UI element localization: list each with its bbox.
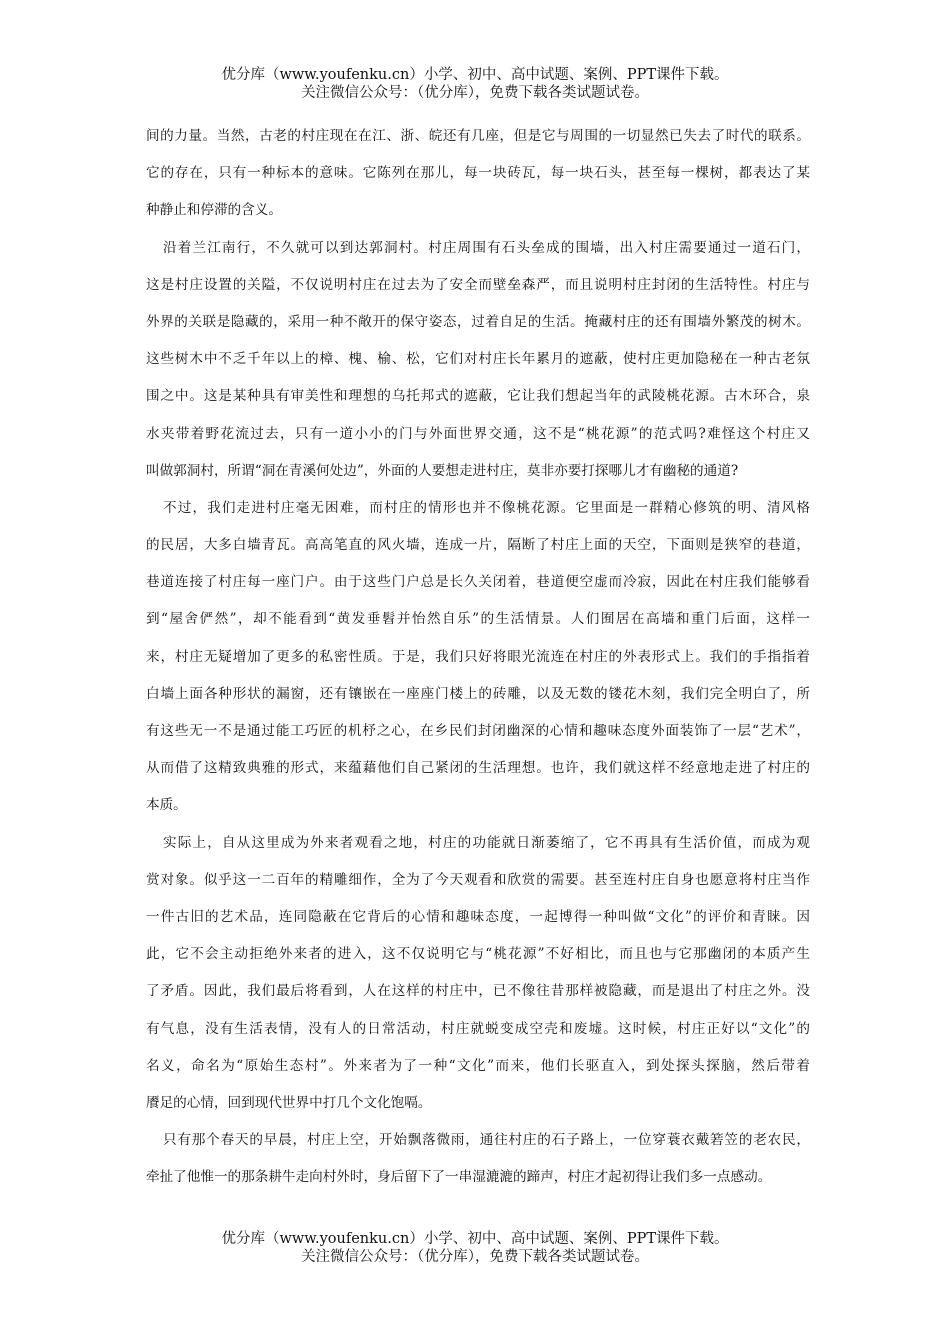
- text-line: 来，村庄无疑增加了更多的私密性质。于是，我们只好将眼光流连在村庄的外表形式上。我们的手指指着: [146, 648, 810, 665]
- footer-line-1: 优分库（www.youfenku.cn）小学、初中、高中试题、案例、PPT课件下载。: [221, 1231, 729, 1247]
- text-line: 巷道连接了村庄每一座门户。由于这些门户总是长久关闭着，巷道便空虚而冷寂，因此在村庄我们能够看: [146, 574, 810, 591]
- paragraph: [146, 230, 810, 490]
- paragraph: [146, 490, 810, 825]
- text-line: 一件古旧的艺术品，连同隐蔽在它背后的心情和趣味态度，一起博得一种叫做“文化”的评价和青睐。因: [146, 908, 810, 925]
- text-line: 此，它不会主动拒绝外来者的进入，这不仅说明它与“桃花源”不好相比，而且也与它那幽闭的本质产生: [146, 946, 810, 963]
- text-line: 到“屋舍俨然”，却不能看到“黄发垂髫并怡然自乐”的生活情景。人们囿居在高墙和重门后面，这样一: [146, 611, 810, 628]
- text-line: 这些树木中不乏千年以上的樟、槐、榆、松，它们对村庄长年累月的遮蔽，使村庄更加隐秘在一种古老氛: [146, 351, 810, 368]
- essay-body: [146, 118, 810, 1196]
- text-line: 牵扯了他惟一的那条耕牛走向村外时，身后留下了一串湿漉漉的蹄声，村庄才起初得让我们多一点感动。: [146, 1169, 772, 1186]
- text-line: 实际上，自从这里成为外来者观看之地，村庄的功能就日渐萎缩了，它不再具有生活价值，而成为观: [163, 834, 810, 851]
- text-line: 的民居，大多白墙青瓦。高高笔直的风火墙，连成一片，隔断了村庄上面的天空，下面则是狭窄的巷道，: [146, 537, 810, 554]
- text-line: 了矛盾。因此，我们最后将看到，人在这样的村庄中，已不像往昔那样被隐藏，而是退出了村庄之外。没: [146, 983, 810, 1000]
- text-line: 种静止和停滞的含义。: [146, 202, 282, 219]
- text-line: 白墙上面各种形状的漏窗，还有镶嵌在一座座门楼上的砖雕，以及无数的镂花木刻，我们完全明白了，所: [146, 685, 810, 702]
- header-line-2: 关注微信公众号：（优分库），免费下载各类试题试卷。: [301, 85, 649, 101]
- text-line: 沿着兰江南行，不久就可以到达郭洞村。村庄周围有石头垒成的围墙，出入村庄需要通过一道石门，: [163, 239, 810, 256]
- paragraph: [146, 825, 810, 1123]
- text-line: 水夹带着野花流过去，只有一道小小的门与外面世界交通，这不是“桃花源”的范式吗?难怪这个村庄又: [146, 425, 810, 442]
- text-line: 赏对象。似乎这一二百年的精雕细作，全为了今天观看和欣赏的需要。甚至连村庄自身也愿意将村庄当作: [146, 871, 810, 888]
- header-line-1: 优分库（www.youfenku.cn）小学、初中、高中试题、案例、PPT课件下载。: [221, 67, 729, 83]
- text-line: 不过，我们走进村庄毫无困难，而村庄的情形也并不像桃花源。它里面是一群精心修筑的明、清风格: [163, 499, 810, 516]
- text-line: 它的存在，只有一种标本的意味。它陈列在那儿，每一块砖瓦，每一块石头，甚至每一棵树，都表达了某: [146, 165, 810, 182]
- text-line: 名义，命名为“原始生态村”。外来者为了一种“文化”而来，他们长驱直入，到处探头探脑，然后带着: [146, 1057, 810, 1074]
- text-line: 外界的关联是隐藏的，采用一种不敞开的保守姿态，过着自足的生活。掩藏村庄的还有围墙外繁茂的树木。: [146, 313, 810, 330]
- footer-line-2: 关注微信公众号：（优分库），免费下载各类试题试卷。: [301, 1249, 649, 1265]
- text-line: 有气息，没有生活表情，没有人的日常活动，村庄就蜕变成空壳和废墟。这时候，村庄正好以“文化”的: [146, 1020, 810, 1037]
- text-line: 间的力量。当然，古老的村庄现在在江、浙、皖还有几座，但是它与周围的一切显然已失去了时代的联系。: [146, 128, 810, 144]
- text-line: 叫做郭洞村，所谓“洞在青溪何处边”，外面的人要想走进村庄，莫非亦要打探哪儿才有幽秘的通道?: [146, 462, 739, 479]
- text-line: 有这些无一不是通过能工巧匠的机杼之心，在乡民们封闭幽深的心情和趣味态度外面装饰了一层“艺术”，: [146, 723, 810, 739]
- paragraph: [146, 1122, 810, 1196]
- text-line: 只有那个春天的早晨，村庄上空，开始飘落微雨，通往村庄的石子路上，一位穿蓑衣戴箬笠的老农民，: [163, 1132, 810, 1149]
- page-footer: [0, 1230, 950, 1266]
- text-line: 餍足的心情，回到现代世界中打几个文化饱嗝。: [146, 1094, 432, 1111]
- text-line: 本质。: [146, 797, 187, 814]
- text-line: 从而借了这精致典雅的形式，来蕴藉他们自己紧闭的生活理想。也许，我们就这样不经意地走进了村庄的: [146, 760, 810, 777]
- page-header: [0, 66, 950, 102]
- paragraph: [146, 118, 810, 230]
- text-line: 这是村庄设置的关隘，不仅说明村庄在过去为了安全而壁垒森严，而且说明村庄封闭的生活特性。村庄与: [146, 276, 810, 293]
- text-line: 围之中。这是某种具有审美性和理想的乌托邦式的遮蔽，它让我们想起当年的武陵桃花源。古木环合，泉: [146, 388, 810, 405]
